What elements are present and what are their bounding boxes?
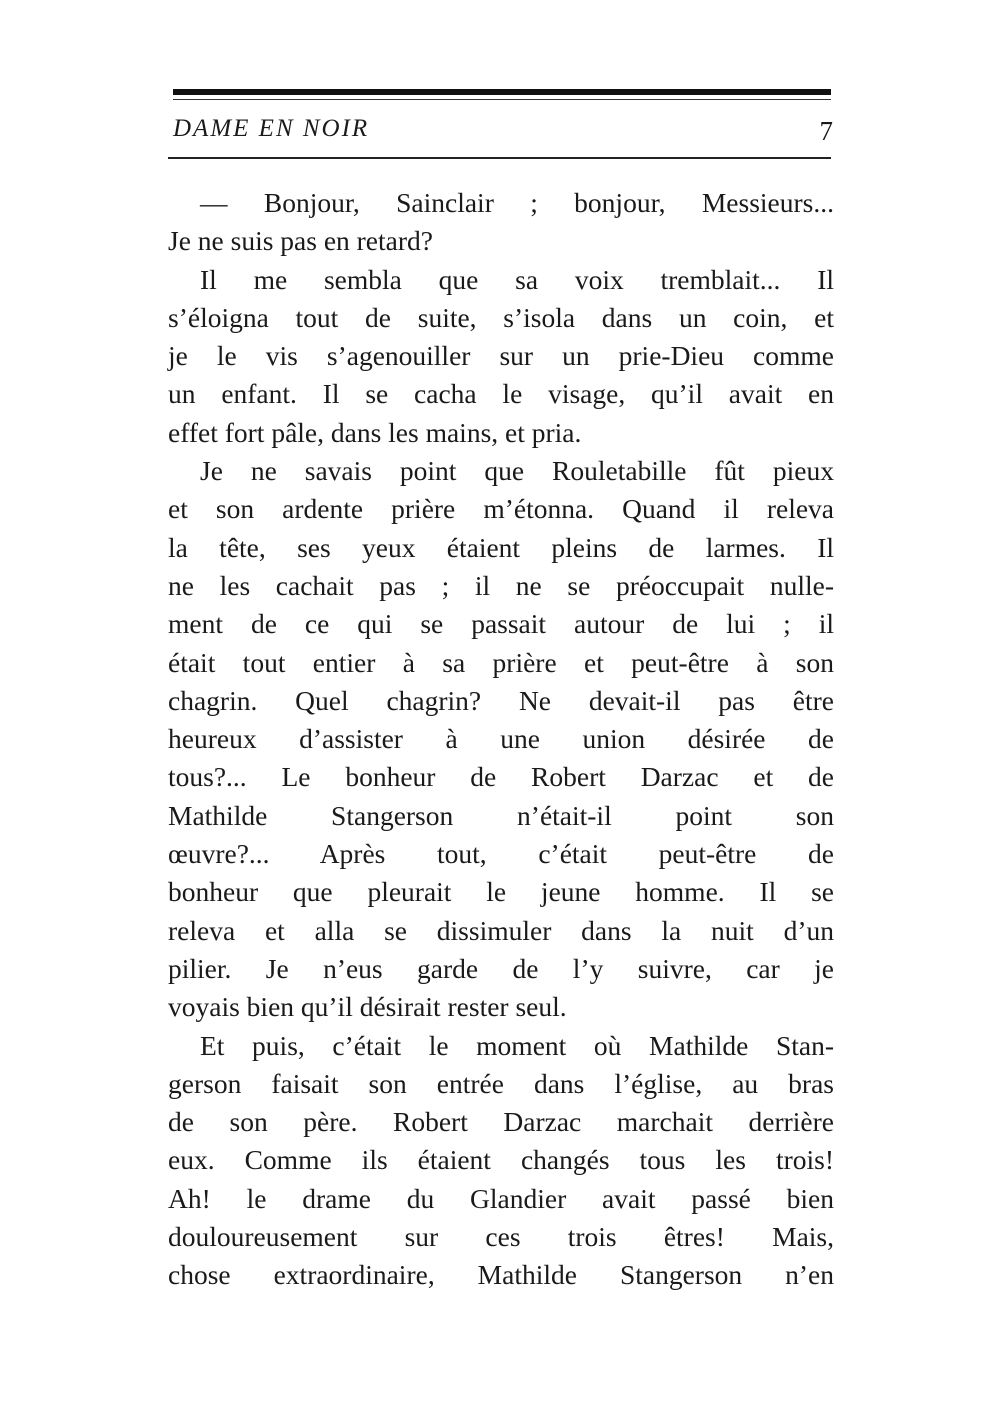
text-line: un enfant. Il se cacha le visage, qu’il avait en [168, 378, 834, 410]
text-line: bonheur que pleurait le jeune homme. Il se [168, 876, 834, 908]
text-line: Il me sembla que sa voix tremblait... Il [200, 263, 834, 295]
text-line: chagrin. Quel chagrin? Ne devait-il pas être [168, 684, 834, 716]
text-line: ne les cachait pas ; il ne se préoccupait nulle- [168, 569, 834, 601]
text-line: Mathilde Stangerson n’était-il point son [168, 799, 834, 831]
header-bottom-rule [168, 157, 831, 159]
header-top-thick-rule [173, 89, 831, 95]
text-line: pilier. Je n’eus garde de l’y suivre, car je [168, 952, 834, 984]
text-line: je le vis s’agenouiller sur un prie-Dieu comme [168, 340, 834, 372]
header-top-thin-rule [173, 99, 831, 100]
text-line: œuvre?... Après tout, c’était peut-être de [168, 838, 834, 870]
text-line: Ah! le drame du Glandier avait passé bien [168, 1182, 834, 1214]
text-line: — Bonjour, Sainclair ; bonjour, Messieurs... [200, 187, 834, 218]
text-line: chose extraordinaire, Mathilde Stangerson n’en [168, 1259, 834, 1291]
text-line: était tout entier à sa prière et peut-être à son [168, 646, 834, 678]
text-line: Je ne savais point que Rouletabille fût pieux [200, 455, 834, 487]
text-line: de son père. Robert Darzac marchait derrière [168, 1106, 834, 1138]
text-line: gerson faisait son entrée dans l’église, au bras [168, 1067, 834, 1099]
text-line: tous?... Le bonheur de Robert Darzac et de [168, 761, 834, 793]
text-line: Et puis, c’était le moment où Mathilde Stan- [200, 1029, 834, 1061]
text-line: voyais bien qu’il désirait rester seul. [168, 991, 567, 1023]
text-line: et son ardente prière m’étonna. Quand il releva [168, 493, 834, 525]
text-line: heureux d’assister à une union désirée de [168, 723, 834, 755]
text-line: ment de ce qui se passait autour de lui ; il [168, 608, 834, 640]
text-line: la tête, ses yeux étaient pleins de larmes. Il [168, 531, 834, 563]
text-line: Je ne suis pas en retard? [168, 225, 433, 257]
page-number: 7 [819, 116, 833, 146]
running-title: DAME EN NOIR [173, 115, 370, 142]
body-text [168, 184, 834, 1295]
text-line: effet fort pâle, dans les mains, et pria. [168, 416, 582, 448]
text-line: douloureusement sur ces trois êtres! Mais, [168, 1221, 834, 1253]
text-line: s’éloigna tout de suite, s’isola dans un coin, et [168, 301, 834, 333]
text-line: eux. Comme ils étaient changés tous les trois! [168, 1144, 834, 1176]
text-line: releva et alla se dissimuler dans la nuit d’un [168, 914, 834, 946]
